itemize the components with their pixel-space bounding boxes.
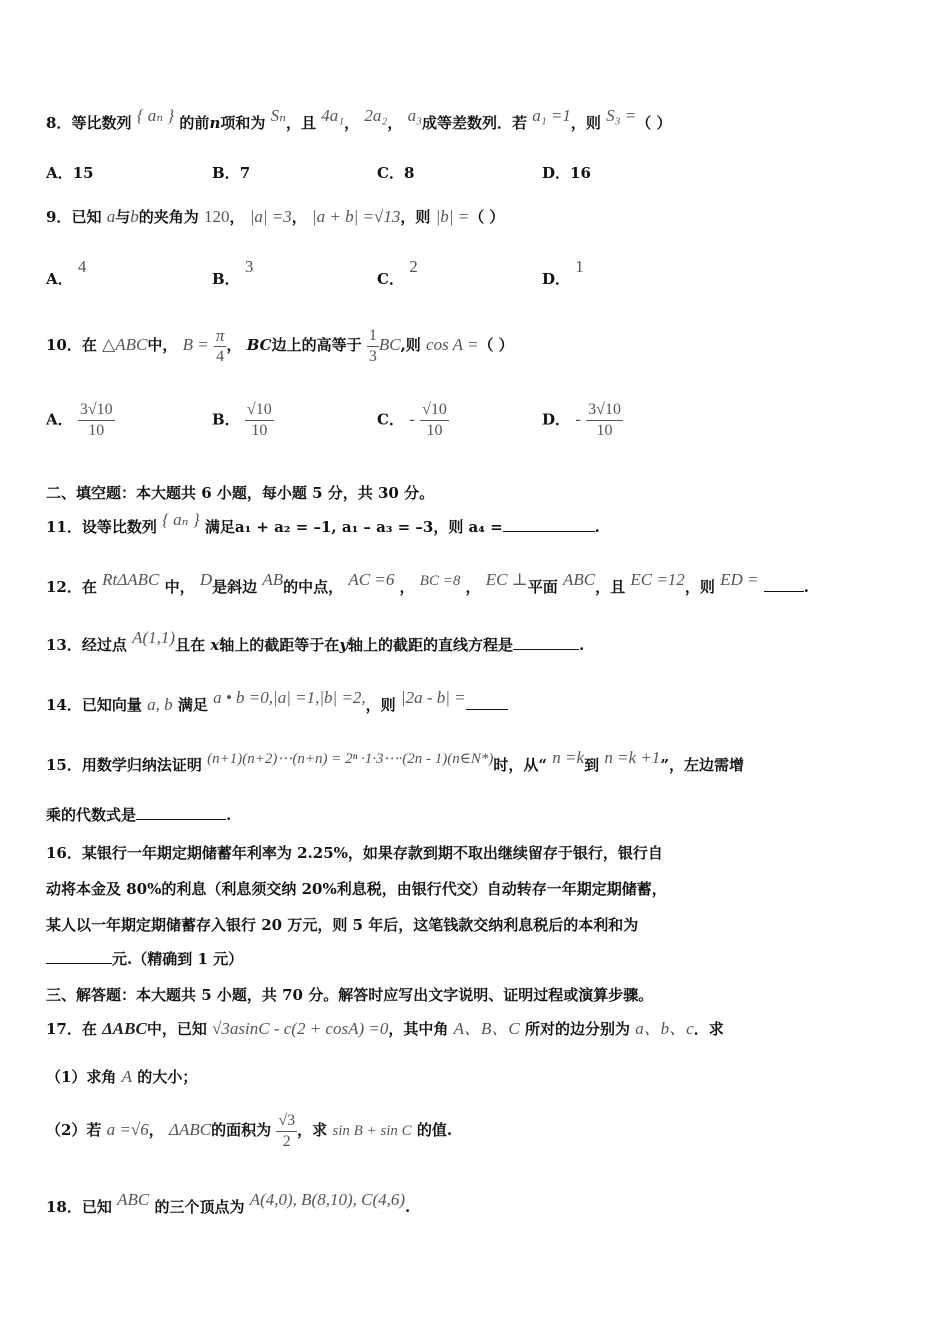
question-10: 10．在 △ABC中， B = $\frac{\pi}{4}$ ， BC边上的高等于 $\frac{1}{3}$ BC,则 cos A =（ ）	[46, 325, 514, 365]
q9-option-d: D． 1	[542, 257, 584, 288]
question-12: 12．在 RtΔABC 中， D是斜边 AB的中点， AC =6 ， BC =8 ， EC ⊥平面 ABC，且 EC =12，则 ED = .	[46, 570, 809, 596]
question-11: 11．设等比数列 { aₙ } 满足a₁ + a₂ = –1, a₁ – a₃ = –3，则 a₄ = .	[46, 510, 600, 536]
question-17-part-1: （1）求角 A 的大小；	[46, 1067, 198, 1086]
question-15-cont: 乘的代数式是 .	[46, 806, 232, 824]
q10-option-d: D． - $\frac{3√10}{10}$	[542, 401, 621, 439]
q10-option-a: A． $\frac{3√10}{10}$	[46, 401, 113, 439]
answer-blank[interactable]	[764, 577, 804, 592]
answer-blank[interactable]	[513, 635, 579, 650]
question-9: 9．已知 a与b的夹角为 120， |a| =3， |a + b| =√13，则 |b| =（ ）	[46, 207, 505, 226]
q9-option-c: C． 2	[377, 257, 418, 288]
answer-blank[interactable]	[46, 949, 112, 964]
answer-blank[interactable]	[466, 695, 508, 710]
question-13: 13．经过点 A(1,1)且在 x轴上的截距等于在y轴上的截距的直线方程是 .	[46, 628, 585, 654]
q8-option-d: D．16	[542, 164, 591, 182]
question-16-line-1: 16．某银行一年期定期储蓄年利率为 2.25%，如果存款到期不取出继续留存于银行，银行自	[46, 844, 663, 862]
question-16-line-2: 动将本金及 80%的利息（利息须交纳 20%利息税，由银行代交）自动转存一年期定期储蓄，	[46, 880, 667, 898]
question-17-part-2: （2）若 a =√6， ΔABC的面积为 $\frac{√3}{2}$ ，求 sin B + sin C 的值.	[46, 1111, 453, 1150]
question-17: 17．在 ΔABC中，已知 √3asinC - c(2 + cosA) =0，其中角 A、B、C 所对的边分别为 a、b、c．求	[46, 1019, 724, 1038]
q9-option-a: A． 4	[46, 257, 87, 288]
question-15: 15．用数学归纳法证明 (n+1)(n+2)⋯(n+n) = 2ⁿ ·1·3⋯·(2n - 1)(n∈N*)时，从“ n =k到 n =k +1”，左边需增	[46, 748, 744, 774]
question-18: 18．已知 ABC 的三个顶点为 A(4,0), B(8,10), C(4,6).	[46, 1190, 411, 1216]
answer-blank[interactable]	[136, 805, 226, 820]
question-16-line-4: 元.（精确到 1 元）	[46, 948, 243, 970]
question-8: 8．等比数列 { aₙ } 的前n项和为 Sₙ，且 4a₁， 2a₂， a₃成等差数列．若 a₁ =1，则 S₃ =（ ）	[46, 106, 672, 132]
answer-blank[interactable]	[503, 517, 595, 532]
question-16-line-3: 某人以一年期定期储蓄存入银行 20 万元，则 5 年后，这笔钱款交纳利息税后的本利和为	[46, 916, 639, 934]
q8-option-b: B．7	[212, 164, 251, 182]
q9-option-b: B． 3	[212, 257, 254, 288]
q8-option-c: C．8	[377, 164, 415, 182]
section-3-heading: 三、解答题：本大题共 5 小题，共 70 分。解答时应写出文字说明、证明过程或演算步骤。	[46, 986, 654, 1004]
question-14: 14．已知向量 a, b 满足 a • b =0,|a| =1,|b| =2,，则 |2a - b| =	[46, 694, 508, 716]
q8-option-a: A．15	[46, 164, 94, 182]
q10-option-b: B． $\frac{√10}{10}$	[212, 401, 272, 439]
section-2-heading: 二、填空题：本大题共 6 小题，每小题 5 分，共 30 分。	[46, 484, 435, 502]
q10-option-c: C． - $\frac{√10}{10}$	[377, 401, 447, 439]
math-seq: { aₙ }	[136, 106, 175, 125]
